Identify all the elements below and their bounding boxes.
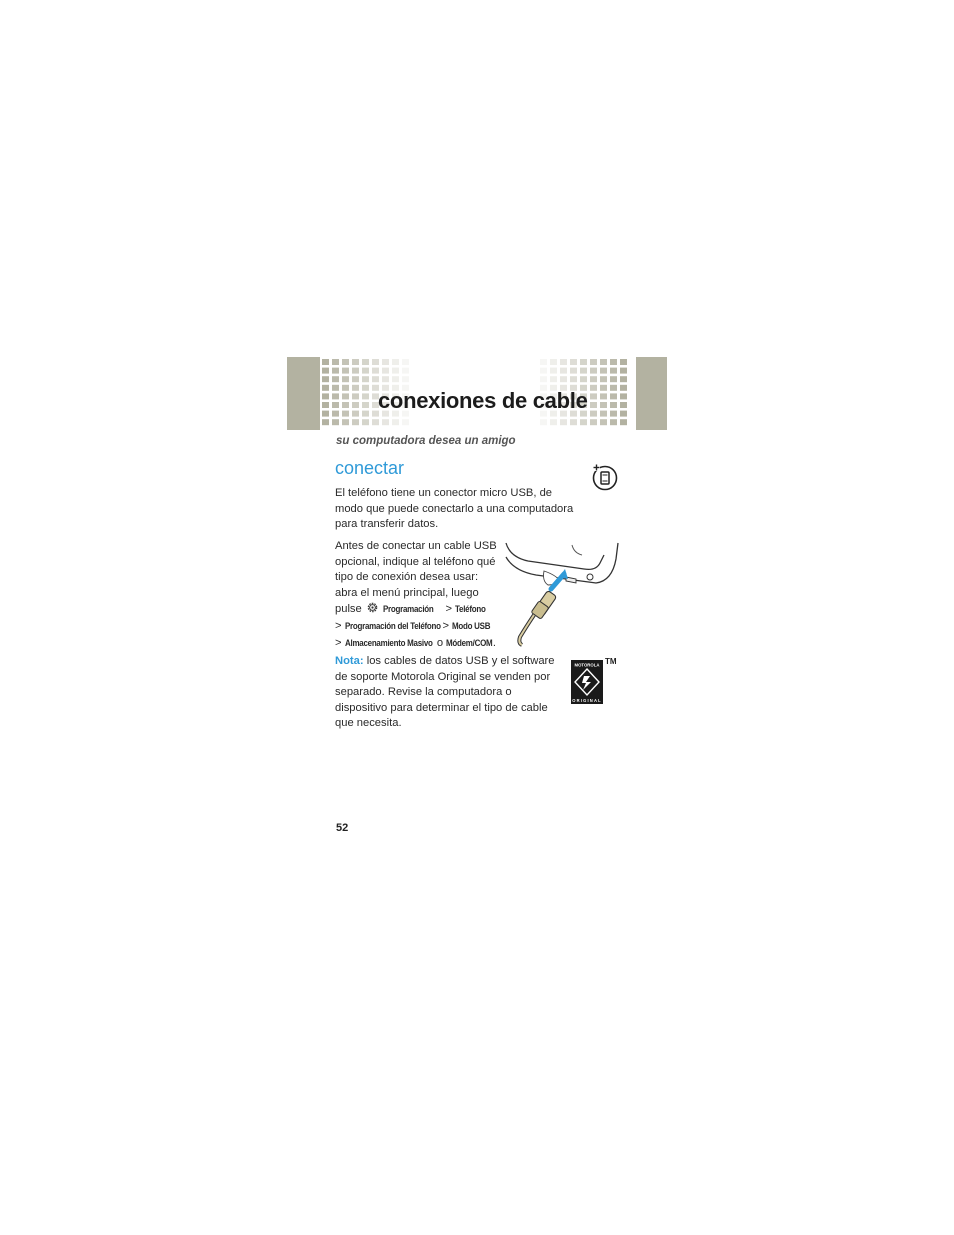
menu-modem-com: Módem/COM — [446, 636, 493, 648]
banner-dot — [590, 359, 597, 365]
banner-dot — [362, 368, 369, 374]
banner-dot — [402, 368, 409, 374]
banner-dot — [580, 359, 587, 365]
banner-dot — [362, 419, 369, 425]
intro-paragraph: El teléfono tiene un conector micro USB, de modo que puede conectarlo a una computadora para transferir datos. — [335, 487, 574, 531]
note-label: Nota: — [335, 655, 364, 667]
banner-dot — [600, 376, 607, 382]
instructions-line-5 — [335, 601, 501, 618]
banner-dot — [610, 359, 617, 365]
or-text: o — [436, 636, 444, 649]
banner-dot — [352, 385, 359, 391]
logo-bottom-text: ORIGINAL — [572, 698, 602, 703]
banner-dot — [322, 402, 329, 408]
banner-dot — [600, 368, 607, 374]
banner-dot — [352, 411, 359, 417]
menu-telefono: Teléfono — [455, 603, 486, 615]
banner-dot — [540, 419, 547, 425]
banner-dot — [372, 359, 379, 365]
banner-dot — [600, 419, 607, 425]
menu-separator: > — [335, 636, 342, 649]
menu-almacenamiento-masivo: Almacenamiento Masivo — [344, 636, 433, 648]
banner-dot — [342, 393, 349, 399]
menu-programacion-telefono: Programación del Teléfono — [344, 619, 441, 631]
instructions-line-2: opcional, indique al teléfono qué — [335, 555, 496, 568]
banner-dot — [620, 411, 627, 417]
banner-dot — [540, 368, 547, 374]
banner-dot — [342, 368, 349, 374]
banner-dot — [332, 411, 339, 417]
pulse-text: pulse — [335, 603, 362, 616]
banner-dot — [590, 368, 597, 374]
instructions-line-6 — [335, 618, 501, 635]
banner-dot — [382, 376, 389, 382]
banner-dot — [610, 419, 617, 425]
banner-dot — [352, 368, 359, 374]
instructions-line-1: Antes de conectar un cable USB — [335, 540, 497, 552]
banner-dot — [610, 376, 617, 382]
logo-top-text: MOTOROLA — [574, 662, 600, 668]
section-title: conectar — [335, 458, 405, 478]
motorola-original-logo — [571, 660, 603, 704]
menu-modo-usb: Modo USB — [452, 619, 491, 631]
note-paragraph — [335, 654, 563, 732]
banner-dot — [382, 419, 389, 425]
banner-dot — [600, 385, 607, 391]
banner-dot — [362, 376, 369, 382]
instructions-line-3: tipo de conexión desea usar: — [335, 571, 479, 584]
banner-dot — [362, 393, 369, 399]
page-number: 52 — [336, 822, 349, 834]
banner-dot — [342, 419, 349, 425]
banner-dot — [362, 411, 369, 417]
banner-dot — [620, 385, 627, 391]
menu-separator: > — [445, 603, 453, 616]
banner-dot — [590, 419, 597, 425]
banner-dot — [610, 411, 617, 417]
banner-dot — [332, 393, 339, 399]
banner-dot — [342, 385, 349, 391]
banner-dot — [590, 385, 597, 391]
banner-dot — [570, 368, 577, 374]
tagline: su computadora desea un amigo — [336, 435, 516, 447]
banner-dot — [540, 359, 547, 365]
banner-dot — [322, 411, 329, 417]
banner-dot — [550, 376, 557, 382]
banner-dot — [402, 376, 409, 382]
banner-dot — [580, 376, 587, 382]
banner-dot — [322, 359, 329, 365]
instructions-line-7 — [335, 635, 501, 652]
banner-dot — [362, 359, 369, 365]
menu-separator: > — [442, 619, 449, 632]
banner-dot — [332, 419, 339, 425]
banner-dot — [342, 376, 349, 382]
banner-dot — [332, 385, 339, 391]
banner-dot — [600, 359, 607, 365]
banner-dot — [392, 419, 399, 425]
banner-dot — [610, 393, 617, 399]
banner-dot — [382, 359, 389, 365]
settings-gear-icon — [366, 601, 379, 614]
banner-dot — [342, 402, 349, 408]
banner-dot — [322, 385, 329, 391]
banner-dot — [600, 411, 607, 417]
banner-dot — [332, 402, 339, 408]
banner-dot — [372, 419, 379, 425]
banner-dot — [540, 376, 547, 382]
note-text: los cables de datos USB y el software de soporte Motorola Original se venden por separado. Revise la computadora o dispositivo para determinar el tipo de cable que necesita. — [335, 655, 555, 730]
period: . — [492, 636, 496, 649]
banner-dot — [322, 376, 329, 382]
banner-dot — [580, 419, 587, 425]
banner-dot — [590, 393, 597, 399]
banner-dot — [352, 402, 359, 408]
banner-dot — [342, 359, 349, 365]
banner-dot — [600, 393, 607, 399]
banner-dot — [352, 419, 359, 425]
banner-dot — [550, 419, 557, 425]
banner-dot — [600, 402, 607, 408]
banner-dot — [620, 393, 627, 399]
banner-dot — [570, 419, 577, 425]
banner-dot — [402, 359, 409, 365]
banner-dot — [372, 368, 379, 374]
trademark-mark: TM — [605, 657, 617, 666]
banner-dot — [342, 411, 349, 417]
banner-dot — [570, 376, 577, 382]
banner-dot — [332, 368, 339, 374]
banner-dot — [362, 402, 369, 408]
banner-dot — [372, 376, 379, 382]
banner-dot — [392, 368, 399, 374]
banner-dot — [332, 376, 339, 382]
banner-dot — [550, 359, 557, 365]
banner-band-right — [636, 357, 667, 430]
banner-dot — [560, 376, 567, 382]
menu-separator: > — [335, 619, 342, 632]
menu-programacion: Programación — [382, 603, 434, 615]
banner-dot — [580, 368, 587, 374]
banner-dot — [322, 393, 329, 399]
banner-dot — [610, 385, 617, 391]
banner-dot — [570, 359, 577, 365]
banner-dot — [392, 376, 399, 382]
banner-dot — [332, 359, 339, 365]
feature-phone-icon — [591, 463, 619, 491]
banner-dot — [382, 368, 389, 374]
banner-dot — [590, 376, 597, 382]
banner-dot — [620, 419, 627, 425]
banner-dot — [362, 385, 369, 391]
banner-dot — [352, 359, 359, 365]
banner-dot — [590, 411, 597, 417]
banner-dot — [322, 419, 329, 425]
banner-dot — [560, 368, 567, 374]
usb-phone-illustration — [504, 541, 620, 651]
banner-dot — [620, 368, 627, 374]
banner-dot — [590, 402, 597, 408]
banner-dot — [322, 368, 329, 374]
banner-dot — [620, 402, 627, 408]
instructions-line-4: abra el menú principal, luego — [335, 586, 479, 599]
banner-dot — [560, 359, 567, 365]
banner-dot — [352, 393, 359, 399]
banner-dot — [610, 368, 617, 374]
banner-dot — [352, 376, 359, 382]
banner-dot — [402, 419, 409, 425]
banner-dot — [610, 402, 617, 408]
banner-band-left — [287, 357, 320, 430]
banner-dot — [620, 359, 627, 365]
instructions-paragraph — [335, 539, 501, 651]
banner-dot — [550, 368, 557, 374]
chapter-title: conexiones de cable — [378, 388, 588, 413]
banner-dot — [392, 359, 399, 365]
banner-dot — [560, 419, 567, 425]
banner-dot — [620, 376, 627, 382]
